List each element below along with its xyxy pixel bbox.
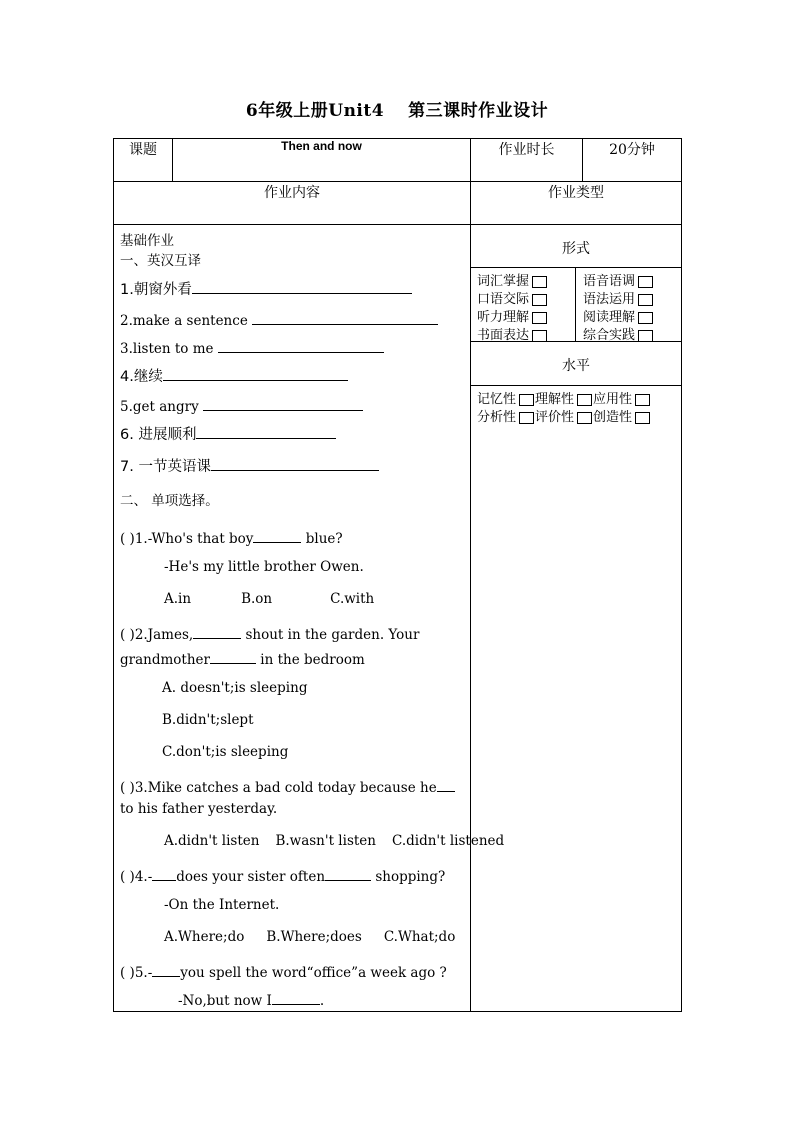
answer-blank[interactable] bbox=[437, 778, 455, 792]
page-title bbox=[0, 96, 794, 121]
section-choice: 二、 单项选择。 bbox=[120, 493, 219, 509]
form-option-grammar: 语法运用 bbox=[583, 288, 654, 307]
content-header: 作业内容 bbox=[114, 182, 471, 225]
answer-blank[interactable] bbox=[203, 397, 363, 411]
question-2: ( )2.James, shout in the garden. Your bbox=[120, 627, 420, 643]
answer-blank[interactable] bbox=[192, 280, 412, 294]
translate-item-2: 2.make a sentence bbox=[120, 311, 438, 329]
translate-item-1: 1.朝窗外看 bbox=[120, 280, 412, 298]
checkbox[interactable] bbox=[532, 312, 547, 324]
checkbox[interactable] bbox=[577, 412, 592, 424]
question-4-answer: -On the Internet. bbox=[164, 897, 280, 913]
question-3-cont: to his father yesterday. bbox=[120, 801, 278, 817]
form-option-practice: 综合实践 bbox=[583, 324, 654, 343]
duration-value: 20分钟 bbox=[583, 139, 682, 182]
answer-blank[interactable] bbox=[252, 311, 438, 325]
checkbox[interactable] bbox=[638, 312, 653, 324]
question-5-answer: -No,but now I . bbox=[178, 993, 325, 1009]
form-option-vocab: 词汇掌握 bbox=[477, 270, 548, 289]
level-label: 水平 bbox=[562, 358, 590, 374]
translate-item-5: 5.get angry bbox=[120, 397, 363, 415]
answer-blank[interactable] bbox=[193, 625, 241, 639]
section-basic: 基础作业 bbox=[120, 233, 174, 249]
level-row-1: 记忆性 理解性 应用性 bbox=[477, 388, 651, 407]
form-option-pronunciation: 语音语调 bbox=[583, 270, 654, 289]
question-4: ( )4.- does your sister often shopping? bbox=[120, 869, 446, 885]
title-grade-unit: 6年级上册Unit4 bbox=[245, 101, 385, 121]
checkbox[interactable] bbox=[532, 276, 547, 288]
question-3: ( )3.Mike catches a bad cold today because he bbox=[120, 778, 455, 796]
question-4-options: A.Where;do B.Where;does C.What;do bbox=[164, 929, 456, 945]
checkbox[interactable] bbox=[638, 330, 653, 342]
question-2-option-c: C.don't;is sleeping bbox=[162, 744, 289, 760]
question-2-option-b: B.didn't;slept bbox=[162, 712, 254, 728]
question-1: ( )1.-Who's that boy blue? bbox=[120, 531, 343, 547]
form-option-reading: 阅读理解 bbox=[583, 306, 654, 325]
type-header: 作业类型 bbox=[471, 182, 682, 225]
answer-blank[interactable] bbox=[253, 529, 301, 543]
question-3-options: A.didn't listen B.wasn't listen C.didn't listened bbox=[164, 833, 505, 849]
answer-blank[interactable] bbox=[152, 867, 176, 881]
question-2-option-a: A. doesn't;is sleeping bbox=[162, 680, 308, 696]
checkbox[interactable] bbox=[519, 412, 534, 424]
topic-value: Then and now bbox=[173, 139, 471, 182]
checkbox[interactable] bbox=[638, 276, 653, 288]
answer-blank[interactable] bbox=[272, 991, 320, 1005]
checkbox[interactable] bbox=[577, 394, 592, 406]
checkbox[interactable] bbox=[519, 394, 534, 406]
question-1-options: A.in B.on C.with bbox=[164, 591, 375, 607]
type-cell bbox=[471, 225, 682, 1012]
question-2-cont: grandmother in the bedroom bbox=[120, 652, 365, 668]
duration-label: 作业时长 bbox=[471, 139, 583, 182]
answer-blank[interactable] bbox=[210, 650, 256, 664]
form-label: 形式 bbox=[562, 241, 590, 257]
checkbox[interactable] bbox=[532, 294, 547, 306]
translate-item-4: 4.继续 bbox=[120, 367, 348, 385]
title-lesson: 第三课时作业设计 bbox=[408, 101, 549, 121]
checkbox[interactable] bbox=[635, 394, 650, 406]
level-row-2: 分析性 评价性 创造性 bbox=[477, 406, 651, 425]
translate-item-3: 3.listen to me bbox=[120, 339, 384, 357]
question-5: ( )5.- you spell the word“office”a week ago ? bbox=[120, 965, 447, 981]
topic-label: 课题 bbox=[114, 139, 173, 182]
answer-blank[interactable] bbox=[196, 425, 336, 439]
question-1-answer: -He's my little brother Owen. bbox=[164, 559, 364, 575]
answer-blank[interactable] bbox=[325, 867, 371, 881]
section-translate: 一、英汉互译 bbox=[120, 253, 201, 269]
checkbox[interactable] bbox=[635, 412, 650, 424]
form-option-speaking: 口语交际 bbox=[477, 288, 548, 307]
checkbox[interactable] bbox=[532, 330, 547, 342]
answer-blank[interactable] bbox=[152, 963, 180, 977]
form-option-listening: 听力理解 bbox=[477, 306, 548, 325]
answer-blank[interactable] bbox=[218, 339, 384, 353]
homework-table bbox=[113, 138, 682, 1012]
answer-blank[interactable] bbox=[163, 367, 348, 381]
checkbox[interactable] bbox=[638, 294, 653, 306]
translate-item-7: 7. 一节英语课 bbox=[120, 457, 379, 475]
translate-item-6: 6. 进展顺利 bbox=[120, 425, 336, 443]
form-option-writing: 书面表达 bbox=[477, 324, 548, 343]
answer-blank[interactable] bbox=[211, 457, 379, 471]
